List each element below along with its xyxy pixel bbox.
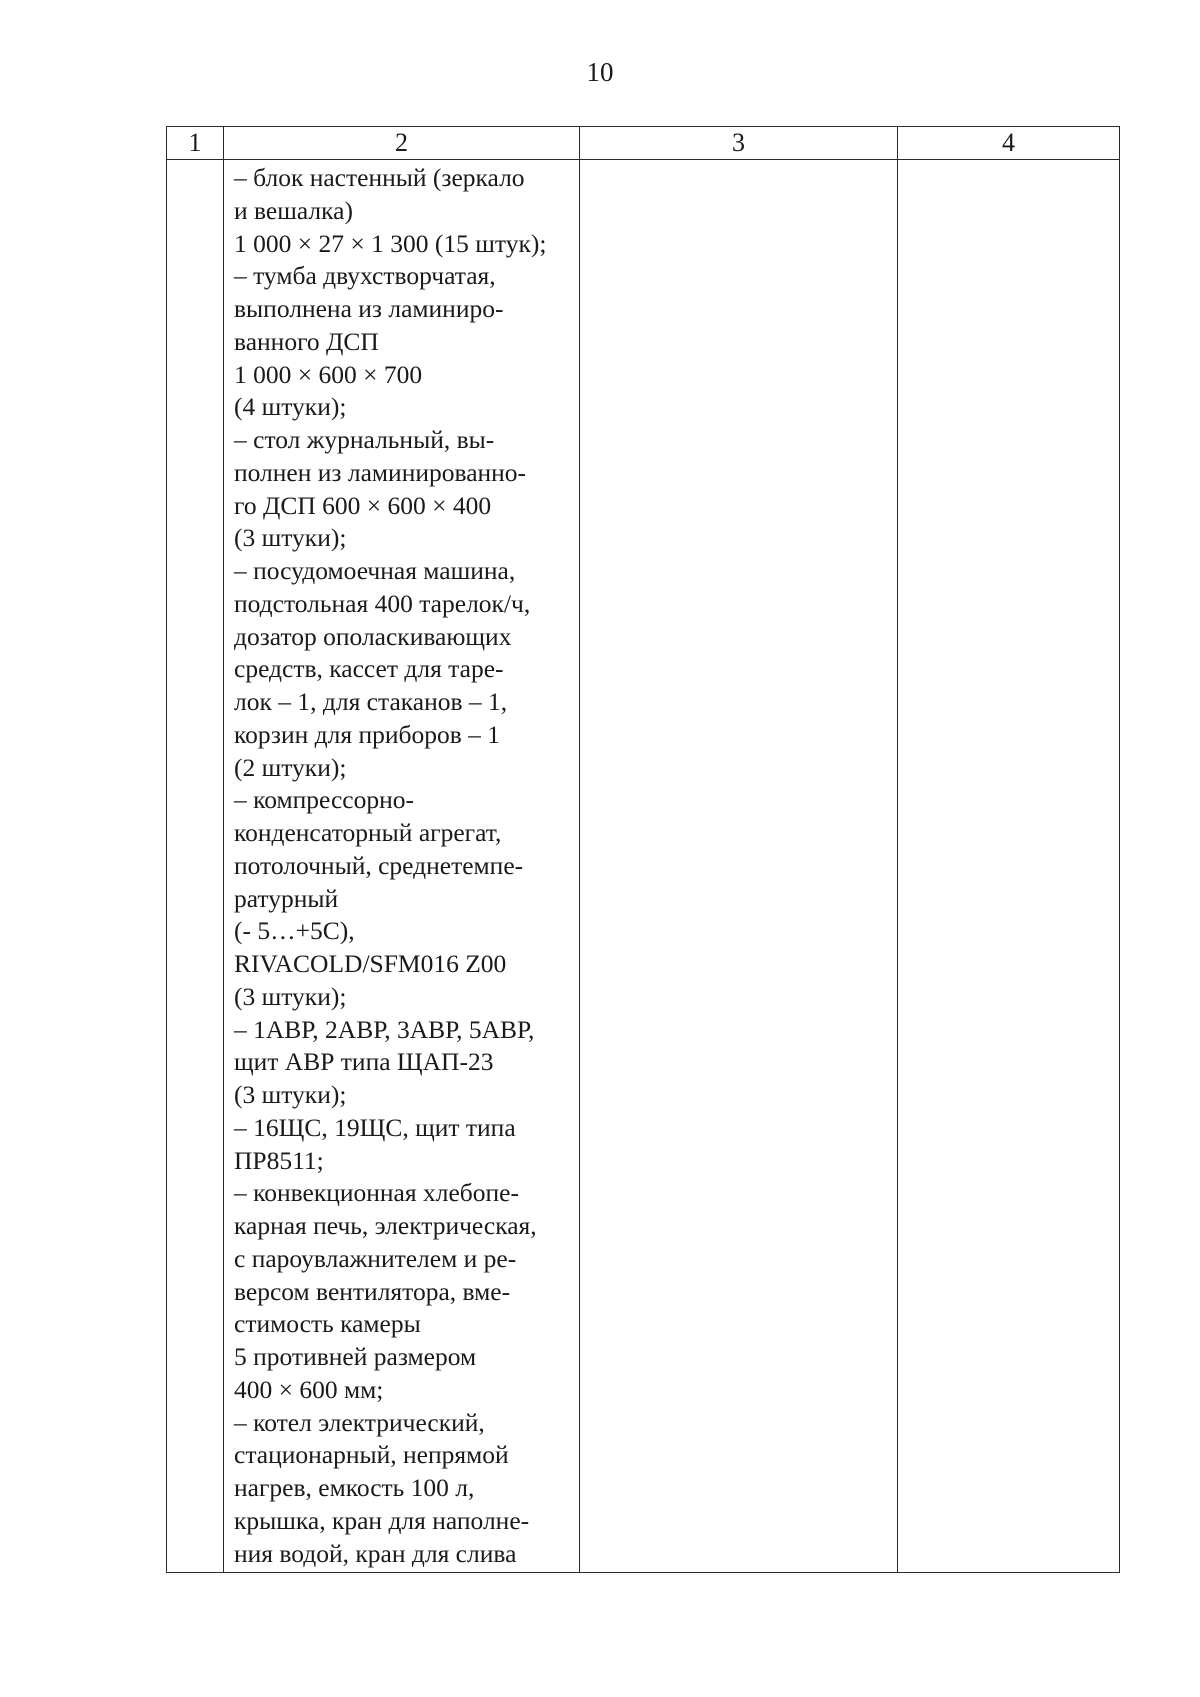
- table-header-row: [167, 127, 1120, 160]
- cell-col-1: [167, 160, 224, 1573]
- description-line: дозатор ополаскивающих: [234, 621, 512, 651]
- description-line: лок – 1, для стаканов – 1,: [234, 687, 508, 716]
- description-line: корзин для приборов – 1: [234, 719, 501, 749]
- equipment-table: [166, 126, 1120, 1573]
- description-line: с пароувлажнителем и ре-: [234, 1243, 517, 1273]
- description-line: (3 штуки);: [234, 523, 347, 553]
- description-line: подстольная 400 тарелок/ч,: [234, 588, 531, 618]
- description-line: – котел электрический,: [234, 1407, 485, 1437]
- description-line: – стол журнальный, вы-: [234, 425, 495, 454]
- description-line: ванного ДСП: [234, 326, 379, 356]
- description-line: (- 5…+5С),: [234, 916, 355, 946]
- description-line: стационарный, непрямой: [234, 1440, 509, 1470]
- description-line: 5 противней размером: [234, 1342, 477, 1371]
- description-line: средств, кассет для таре-: [234, 654, 504, 684]
- column-header-2: 2: [224, 127, 580, 160]
- description-line: – блок настенный (зеркало: [234, 163, 525, 192]
- description-line: выполнена из ламиниро-: [234, 294, 504, 323]
- equipment-description: [224, 160, 579, 1570]
- description-line: – тумба двухстворчатая,: [234, 261, 496, 291]
- description-line: и вешалка): [234, 195, 353, 225]
- description-line: крышка, кран для наполне-: [234, 1505, 530, 1535]
- page-number: 10: [586, 57, 614, 87]
- description-line: ратурный: [234, 883, 339, 913]
- description-line: версом вентилятора, вме-: [234, 1276, 511, 1306]
- description-line: – посудомоечная машина,: [234, 556, 516, 585]
- description-line: го ДСП 600 × 600 × 400: [234, 490, 492, 520]
- description-line: щит АВР типа ЩАП-23: [234, 1047, 494, 1077]
- table-row: [167, 160, 1120, 1573]
- description-line: – компрессорно-: [234, 785, 414, 815]
- description-line: (2 штуки);: [234, 752, 347, 782]
- cell-col-2: [224, 160, 580, 1573]
- description-line: ния водой, кран для слива: [234, 1538, 517, 1568]
- description-line: полнен из ламинированно-: [234, 457, 527, 487]
- description-line: (3 штуки);: [234, 1080, 347, 1109]
- column-header-1: 1: [167, 127, 224, 160]
- description-line: – конвекционная хлебопе-: [234, 1178, 519, 1208]
- description-line: (4 штуки);: [234, 392, 347, 422]
- column-header-4: 4: [898, 127, 1120, 160]
- description-line: ПР8511;: [234, 1145, 324, 1175]
- cell-col-4: [898, 160, 1120, 1573]
- description-line: – 16ЩС, 19ЩС, щит типа: [234, 1112, 516, 1142]
- description-line: RIVACOLD/SFM016 Z00: [234, 949, 507, 978]
- description-line: карная печь, электрическая,: [234, 1211, 537, 1240]
- description-line: – 1АВР, 2АВР, 3АВР, 5АВР,: [234, 1014, 535, 1044]
- description-line: стимость камеры: [234, 1309, 421, 1339]
- description-line: конденсаторный агрегат,: [234, 818, 502, 847]
- description-line: потолочный, среднетемпе-: [234, 850, 524, 880]
- description-line: нагрев, емкость 100 л,: [234, 1473, 475, 1502]
- description-line: (3 штуки);: [234, 981, 347, 1011]
- description-line: 1 000 × 600 × 700: [234, 359, 423, 389]
- cell-col-3: [580, 160, 898, 1573]
- description-line: 1 000 × 27 × 1 300 (15 штук);: [234, 228, 547, 258]
- description-line: 400 × 600 мм;: [234, 1374, 384, 1404]
- column-header-3: 3: [580, 127, 898, 160]
